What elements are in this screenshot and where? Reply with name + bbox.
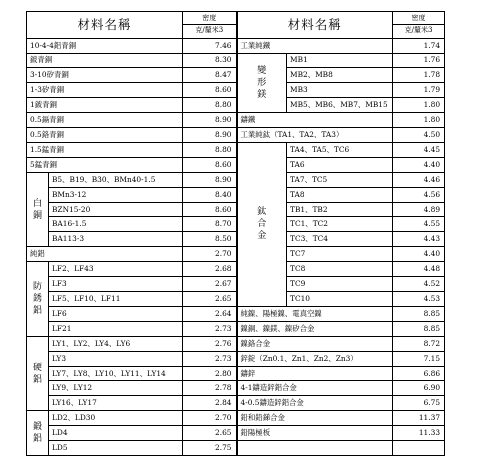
table-row (27, 38, 445, 53)
material-name: 工業純鈦（TA1、TA2、TA3） (237, 128, 393, 143)
density-value: 8.60 (183, 83, 237, 98)
group-label-rust_proof_al (27, 262, 49, 337)
column-header-name: 材料名稱 (27, 12, 183, 39)
material-name: LF3 (49, 277, 183, 292)
material-name: 1鈹青銅 (27, 98, 183, 113)
density-value: 2.65 (183, 426, 237, 441)
material-name: LY7、LY8、LY10、LY11、LY14 (49, 366, 183, 381)
density-value: 11.37 (393, 411, 445, 426)
table-row (27, 142, 445, 157)
density-unit: 克/釐米3 (404, 26, 433, 35)
material-name: 鉛陽極板 (237, 426, 393, 441)
table-row (27, 157, 445, 172)
group-label-titanium (237, 142, 287, 306)
density-value: 2.80 (183, 366, 237, 381)
material-name: 鈹青銅 (27, 53, 183, 68)
material-name: 1-3矽青銅 (27, 83, 183, 98)
density-value: 6.90 (393, 381, 445, 396)
density-label: 密度 (393, 13, 444, 25)
material-name: LD2、LD30 (49, 411, 183, 426)
material-name: 鎳銅、鎳鎂、鎳矽合金 (237, 321, 393, 336)
table-row (27, 202, 445, 217)
density-value: 2.84 (183, 396, 237, 411)
material-name: TC9 (287, 277, 393, 292)
material-name: 10-4-4鋁青銅 (27, 38, 183, 53)
density-value: 6.86 (393, 366, 445, 381)
material-name: 0.5鎘青銅 (27, 113, 183, 128)
material-name: LD4 (49, 426, 183, 441)
density-value: 1.76 (393, 53, 445, 68)
table-row (27, 98, 445, 113)
density-value: 11.33 (393, 426, 445, 441)
group-label-white_copper (27, 172, 49, 247)
density-value: 2.67 (183, 277, 237, 292)
material-name: LD5 (49, 441, 183, 456)
density-value: 4.46 (393, 172, 445, 187)
density-value: 8.80 (183, 98, 237, 113)
material-name: TC1、TC2 (287, 217, 393, 232)
density-value: 1.80 (393, 113, 445, 128)
material-name: TC8 (287, 262, 393, 277)
material-name: LF6 (49, 306, 183, 321)
density-value: 8.80 (183, 142, 237, 157)
group-label-text: 防 銹 鋁 (32, 281, 42, 316)
material-name: 鎳鉻合金 (237, 336, 393, 351)
density-value: 8.72 (393, 336, 445, 351)
density-value: 4.89 (393, 202, 445, 217)
density-value: 8.90 (183, 172, 237, 187)
density-value: 8.85 (393, 321, 445, 336)
table-row (27, 217, 445, 232)
table-row (27, 396, 445, 411)
material-name: 鉛和鉛銻合金 (237, 411, 393, 426)
density-value: 8.60 (183, 202, 237, 217)
material-name: 5錳青銅 (27, 157, 183, 172)
table-row (27, 113, 445, 128)
density-value: 4.52 (393, 277, 445, 292)
table-row (27, 426, 445, 441)
density-value: 1.78 (393, 68, 445, 83)
density-value: 8.70 (183, 217, 237, 232)
table-row (27, 232, 445, 247)
material-name: BMn3-12 (49, 187, 183, 202)
density-value: 8.50 (183, 232, 237, 247)
density-value: 4.55 (393, 217, 445, 232)
density-value: 2.65 (183, 292, 237, 307)
material-name: 鑄鋅 (237, 366, 393, 381)
group-label-text: 鈦 合 金 (257, 207, 267, 242)
material-name: MB5、MB6、MB7、MB15 (287, 98, 393, 113)
material-name: LY3 (49, 351, 183, 366)
density-value: 2.76 (183, 336, 237, 351)
material-name: MB2、MB8 (287, 68, 393, 83)
material-name: TA6 (287, 157, 393, 172)
density-value: 4.43 (393, 232, 445, 247)
material-name: 工業純鐵 (237, 38, 393, 53)
material-name: LY1、LY2、LY4、LY6 (49, 336, 183, 351)
density-value (393, 441, 445, 456)
material-name: BA16-1.5 (49, 217, 183, 232)
material-name: LF21 (49, 321, 183, 336)
density-value: 4.40 (393, 247, 445, 262)
density-value: 4.45 (393, 142, 445, 157)
density-value: 7.15 (393, 351, 445, 366)
material-name: BA113-3 (49, 232, 183, 247)
table-row (27, 306, 445, 321)
material-name: 0.5鉻青銅 (27, 128, 183, 143)
table-row (27, 128, 445, 143)
density-value: 2.75 (183, 441, 237, 456)
group-label-text: 鍛 鋁 (32, 422, 42, 445)
density-value: 4.40 (393, 157, 445, 172)
density-value: 8.60 (183, 157, 237, 172)
density-value: 2.73 (183, 351, 237, 366)
material-name (237, 441, 393, 456)
table-row (27, 321, 445, 336)
material-name: BZN15-20 (49, 202, 183, 217)
group-label-text: 白 銅 (32, 198, 42, 221)
group-label-text: 硬 鋁 (32, 362, 42, 385)
material-name: LY9、LY12 (49, 381, 183, 396)
density-label: 密度 (183, 13, 236, 25)
material-name: MB3 (287, 83, 393, 98)
header-row (27, 12, 445, 39)
density-value: 2.70 (183, 247, 237, 262)
density-value: 4.50 (393, 128, 445, 143)
group-label-hard_al (27, 336, 49, 411)
table-row (27, 336, 445, 351)
table-row (27, 262, 445, 277)
column-header-density (183, 12, 237, 39)
density-value: 2.73 (183, 321, 237, 336)
table-row (27, 83, 445, 98)
material-name: 鑄鐵 (237, 113, 393, 128)
density-value: 2.70 (183, 411, 237, 426)
table-row (27, 381, 445, 396)
material-name: TC10 (287, 292, 393, 307)
table-row (27, 53, 445, 68)
material-name: 3-10矽青銅 (27, 68, 183, 83)
density-value: 8.90 (183, 113, 237, 128)
density-value: 2.64 (183, 306, 237, 321)
material-name: 4-0.5鑄造鋅鋁合金 (237, 396, 393, 411)
density-value: 6.75 (393, 396, 445, 411)
density-value: 8.30 (183, 53, 237, 68)
table-row (27, 172, 445, 187)
table-row (27, 187, 445, 202)
material-name: 純鎳、陽極鎳、電真空鎳 (237, 306, 393, 321)
density-value: 8.85 (393, 306, 445, 321)
table-row (27, 411, 445, 426)
column-header-density (393, 12, 445, 39)
density-value: 2.68 (183, 262, 237, 277)
material-name: 純鋁 (27, 247, 183, 262)
table-row (27, 351, 445, 366)
table-row (27, 441, 445, 456)
material-name: TB1、TB2 (287, 202, 393, 217)
table-row (27, 366, 445, 381)
density-value: 1.79 (393, 83, 445, 98)
group-label-text: 變 形 鎂 (257, 65, 267, 100)
density-unit: 克/釐米3 (195, 26, 224, 35)
density-value: 2.78 (183, 381, 237, 396)
material-name: MB1 (287, 53, 393, 68)
density-value: 1.80 (393, 98, 445, 113)
density-value: 4.48 (393, 262, 445, 277)
density-value: 7.46 (183, 38, 237, 53)
material-name: LY16、LY17 (49, 396, 183, 411)
group-label-forged_al (27, 411, 49, 456)
density-value: 8.47 (183, 68, 237, 83)
density-table (26, 11, 445, 456)
table-row (27, 277, 445, 292)
material-name: 4-1鑄造鋅鋁合金 (237, 381, 393, 396)
density-value: 4.56 (393, 187, 445, 202)
material-name: TC7 (287, 247, 393, 262)
density-value: 4.53 (393, 292, 445, 307)
material-name: TA7、TC5 (287, 172, 393, 187)
material-name: 1.5錳青銅 (27, 142, 183, 157)
table-row (27, 68, 445, 83)
material-name: LF2、LF43 (49, 262, 183, 277)
material-name: B5、B19、B30、BMn40-1.5 (49, 172, 183, 187)
material-name: TC3、TC4 (287, 232, 393, 247)
material-name: TA8 (287, 187, 393, 202)
table-row (27, 292, 445, 307)
group-label-magnesium (237, 53, 287, 113)
table-row (27, 247, 445, 262)
density-value: 8.90 (183, 128, 237, 143)
material-name: 鋅錠（Zn0.1、Zn1、Zn2、Zn3） (237, 351, 393, 366)
material-name: TA4、TA5、TC6 (287, 142, 393, 157)
density-value: 8.40 (183, 187, 237, 202)
material-name: LF5、LF10、LF11 (49, 292, 183, 307)
column-header-name: 材料名稱 (237, 12, 393, 39)
density-value: 1.74 (393, 38, 445, 53)
